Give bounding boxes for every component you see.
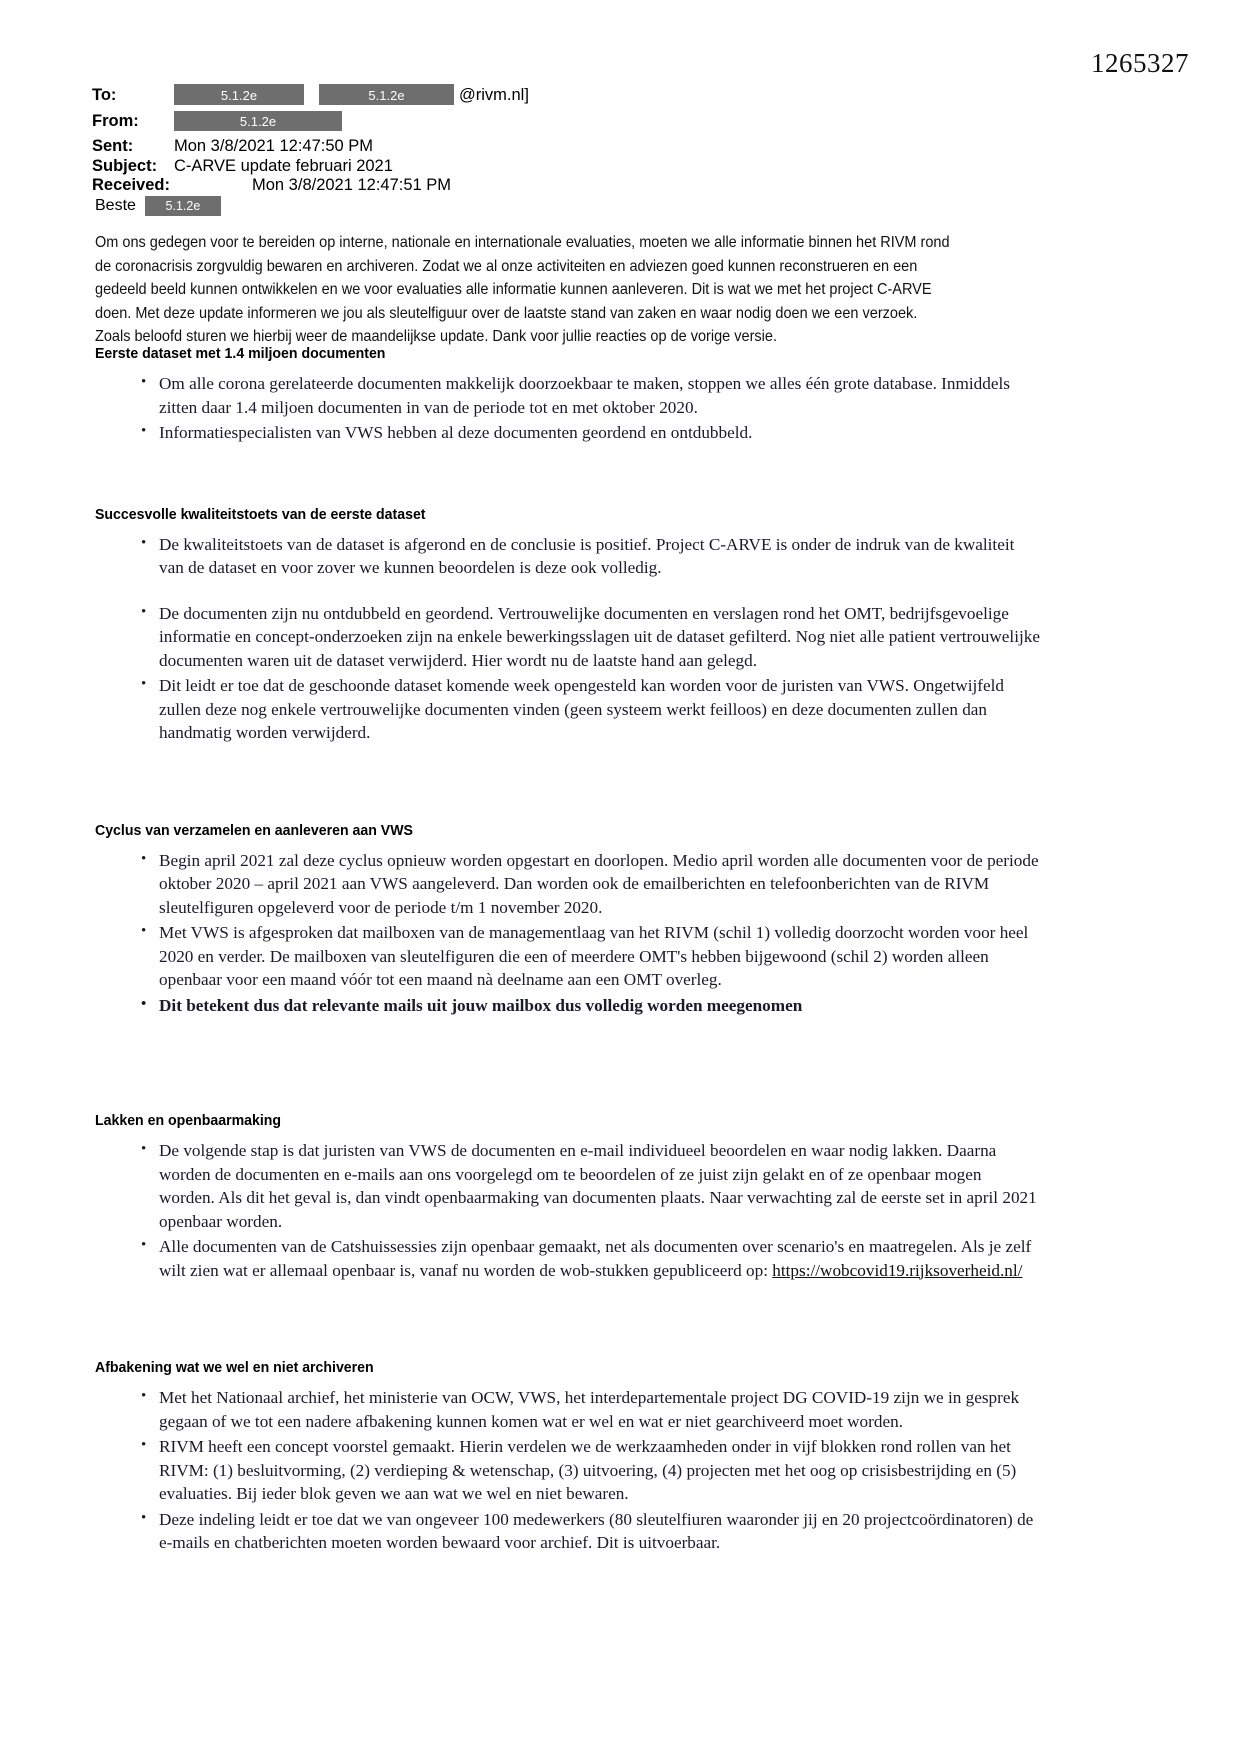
from-label: From: (92, 111, 139, 130)
bullet-item: • RIVM heeft een concept voorstel gemaakt. Hierin verdelen we de werkzaamheden onder in vijf blokken rond rollen van het RIVM: (1) besluitvorming, (2) verdieping & wetenschap, (3) uitvoering, (4) projecten met het oog op crisisbestrijding en (5) evaluaties. Bij ieder blok geven we aan wat we wel en niet bewaren. (141, 1435, 1040, 1506)
redaction-box-to-2: 5.1.2e (319, 84, 454, 105)
email-header-row-from (92, 112, 992, 138)
bullet-item: • Informatiespecialisten van VWS hebben al deze documenten geordend en ontdubbeld. (141, 421, 1040, 445)
redaction-box-to-1: 5.1.2e (174, 84, 304, 105)
bullet-item: • De volgende stap is dat juristen van VWS de documenten en e-mail individueel beoordelen en waar nodig lakken. Daarna worden de documenten en e-mails aan ons voorgelegd om te beoordelen of ze juist zijn gelakt en of ze openbaar mogen worden. Als dit het geval is, dan vindt openbaarmaking van documenten plaats. Naar verwachting zal de eerste set in april 2021 openbaar worden. (141, 1139, 1040, 1233)
document-number: 1265327 (1091, 48, 1189, 78)
section-spacer (95, 447, 1040, 505)
intro-paragraph: Om ons gedegen voor te bereiden op interne, nationale en internationale evaluaties, moeten we alle informatie binnen het RIVM rond de coronacrisis zorgvuldig bewaren en archiveren. Zodat we al onze activiteiten en adviezen goed kunnen reconstrueren en een gedeeld beeld kunnen ontwikkelen en we voor evaluaties alle informatie kunnen aanleveren. Dit is wat we met het project C-ARVE doen. Met deze update informeren we jou als sleutelfiguur over de laatste stand van zaken en waar nodig doen we een verzoek. Zoals beloofd sturen we hierbij weer de maandelijkse update. Dank voor jullie reacties op de vorige versie. (95, 234, 950, 345)
from-value (174, 112, 454, 138)
bullet-item: • Alle documenten van de Catshuissessies zijn openbaar gemaakt, net als documenten over scenario's en maatregelen. Als je zelf wilt zien wat er allemaal openbaar is, vanaf nu worden de wob-stukken gepubliceerd op: https://wobcovid19.rijksoverheid.nl/ (141, 1235, 1040, 1282)
salutation (95, 196, 221, 216)
bullet-item: • Deze indeling leidt er toe dat we van ongeveer 100 medewerkers (80 sleutelfiuren waaronder jij en 20 projectcoördinatoren) de e-mails en chatberichten moeten worden bewaard voor archief. Dit is uitvoerbaar. (141, 1508, 1040, 1555)
bullet-list (95, 533, 1040, 745)
to-domain-text: @rivm.nl] (459, 86, 529, 104)
email-header (92, 86, 992, 196)
sent-value: Mon 3/8/2021 12:47:50 PM (174, 137, 374, 155)
section-spacer (95, 1284, 1040, 1358)
section (95, 1358, 1040, 1555)
section (95, 1111, 1040, 1282)
bullet-list (95, 372, 1040, 445)
section (95, 505, 1040, 745)
email-header-row-received (92, 176, 992, 196)
section-title: Eerste dataset met 1.4 miljoen documenten (95, 345, 386, 362)
section-title: Succesvolle kwaliteitstoets van de eerste dataset (95, 505, 426, 523)
sent-label: Sent: (92, 137, 134, 155)
bullet-item: • Om alle corona gerelateerde documenten makkelijk doorzoekbaar te maken, stoppen we alles één grote database. Inmiddels zitten daar 1.4 miljoen documenten in van de periode tot en met oktober 2020. (141, 372, 1040, 419)
bullet-item: • De kwaliteitstoets van de dataset is afgerond en de conclusie is positief. Project C-ARVE is onder de indruk van de kwaliteit van de dataset en voor zover we kunnen beoordelen is deze ook volledig. (141, 533, 1040, 580)
to-value (174, 86, 594, 112)
to-open-bracket: [ (307, 87, 312, 104)
to-label: To: (92, 86, 117, 104)
redaction-box-salutation: 5.1.2e (145, 196, 221, 216)
received-label: Received: (92, 176, 170, 194)
wob-publication-link[interactable]: https://wobcovid19.rijksoverheid.nl/ (772, 1260, 1023, 1280)
salutation-text: Beste (95, 197, 136, 214)
bullet-item: • De documenten zijn nu ontdubbeld en geordend. Vertrouwelijke documenten en verslagen rond het OMT, bedrijfsgevoelige informatie en concept-onderzoeken zijn na enkele bewerkingsslagen uit de dataset gefilterd. Nog niet alle patient vertrouwelijke documenten waren uit de dataset verwijderd. Hier wordt nu de laatste hand aan gelegd. (141, 602, 1040, 673)
section (95, 821, 1040, 1018)
section-title: Afbakening wat we wel en niet archiveren (95, 1359, 374, 1376)
bullet-list (95, 1139, 1040, 1282)
email-header-row-sent (92, 137, 992, 157)
section-spacer (95, 1019, 1040, 1111)
subject-label: Subject: (92, 156, 158, 175)
section-title: Lakken en openbaarmaking (95, 1112, 282, 1129)
subject-value: C-ARVE update februari 2021 (174, 156, 393, 175)
received-value: Mon 3/8/2021 12:47:51 PM (252, 176, 452, 194)
bullet-item: • Met het Nationaal archief, het ministerie van OCW, VWS, het interdepartementale project DG COVID-19 zijn we in gesprek gegaan of we tot een nadere afbakening kunnen komen wat er wel en wat er niet gearchiveerd moet worden. (141, 1386, 1040, 1433)
bullet-item: • Dit betekent dus dat relevante mails uit jouw mailbox dus volledig worden meegenomen (141, 994, 1040, 1018)
section-title: Cyclus van verzamelen en aanleveren aan VWS (95, 821, 413, 839)
bullet-list (95, 849, 1040, 1018)
bullet-item: • Dit leidt er toe dat de geschoonde dataset komende week opengesteld kan worden voor de juristen van VWS. Ongetwijfeld zullen deze nog enkele vertrouwelijke documenten vinden (geen systeem werkt feilloos) en deze documenten zullen dan handmatig worden verwijderd. (141, 674, 1040, 745)
section (95, 344, 1040, 445)
bullet-item: • Met VWS is afgesproken dat mailboxen van de managementlaag van het RIVM (schil 1) volledig doorzocht worden voor heel 2020 en verder. De mailboxen van sleutelfiguren die een of meerdere OMT's hebben bijgewoond (schil 2) worden alleen openbaar voor een maand vóór tot een maand nà deelname aan een OMT overleg. (141, 921, 1040, 992)
section-spacer (95, 747, 1040, 821)
sections-container (95, 344, 1040, 1557)
email-header-row-subject (92, 157, 992, 177)
bullet-list (95, 1386, 1040, 1555)
email-header-row-to (92, 86, 992, 112)
bullet-item: • Begin april 2021 zal deze cyclus opnieuw worden opgestart en doorlopen. Medio april worden alle documenten voor de periode oktober 2020 – april 2021 aan VWS aangeleverd. Dan worden ook de emailberichten en telefoonberichten van de RIVM sleutelfiguren opgeleverd voor de periode t/m 1 november 2020. (141, 849, 1040, 920)
redaction-box-from: 5.1.2e (174, 111, 342, 131)
